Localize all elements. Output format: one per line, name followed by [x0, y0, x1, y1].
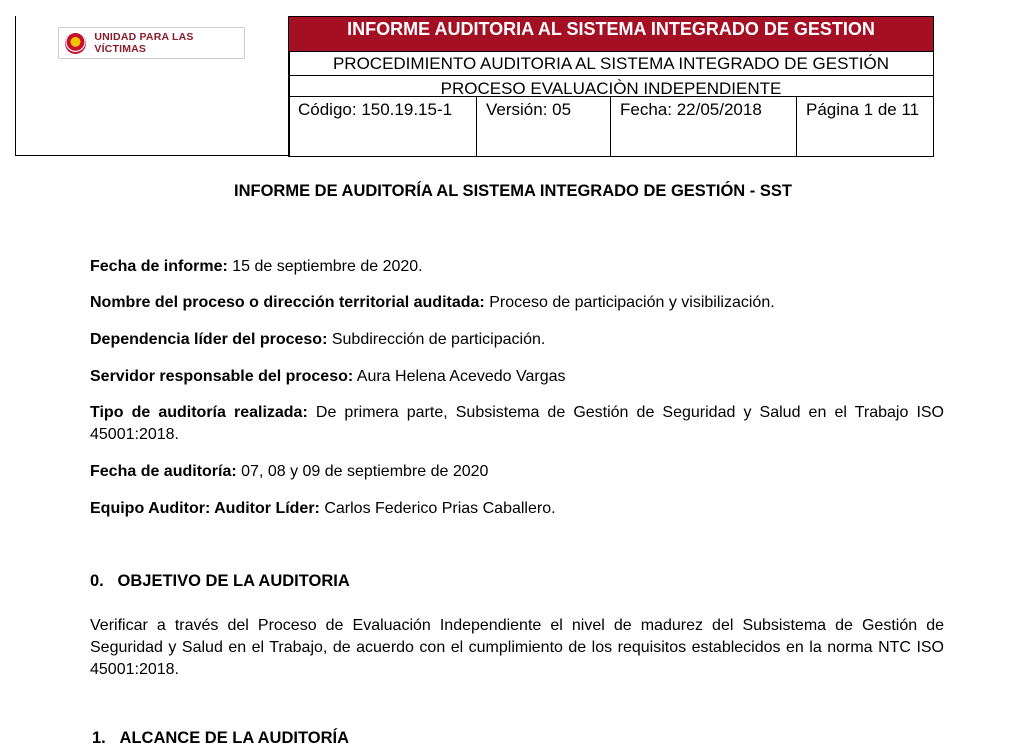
field-value: De primera parte, Subsistema de Gestión de Seguridad y Salud en el Trabajo ISO 45001:2018.: [90, 404, 945, 443]
document-header: [15, 16, 935, 157]
unidad-victimas-logo: [58, 27, 245, 59]
section-number: 0.: [90, 572, 104, 590]
field-label: Equipo Auditor: Auditor Líder:: [90, 500, 320, 517]
section-text-objetivo: Verificar a través del Proceso de Evaluación Independiente el nivel de madurez del Subsistema de Gestión de Seguridad y Salud en el Trabajo, de acuerdo con el cumplimiento de los requisitos establecidos en la norma NTC ISO 45001:2018.: [90, 617, 944, 678]
field-proceso-auditado: [90, 292, 944, 314]
field-fecha-informe: [90, 256, 944, 278]
field-tipo-auditoria: [90, 402, 944, 446]
document-title: INFORME DE AUDITORÍA AL SISTEMA INTEGRADO DE GESTIÓN - SST: [234, 182, 792, 200]
section-heading-objetivo: [90, 572, 350, 591]
field-servidor: [90, 366, 944, 388]
header-title: INFORME AUDITORIA AL SISTEMA INTEGRADO DE GESTION: [288, 16, 934, 52]
field-value: Proceso de participación y visibilización.: [484, 294, 775, 311]
field-value: Aura Helena Acevedo Vargas: [353, 368, 566, 385]
header-code: Código: 150.19.15-1: [298, 100, 453, 119]
header-process: PROCESO EVALUACIÒN INDEPENDIENTE: [288, 76, 934, 96]
field-value: 07, 08 y 09 de septiembre de 2020: [236, 463, 489, 480]
field-label: Servidor responsable del proceso:: [90, 368, 354, 385]
field-value: 15 de septiembre de 2020.: [227, 258, 423, 275]
field-label: Dependencia líder del proceso:: [90, 331, 328, 348]
logo-cell: [15, 16, 290, 156]
header-page: Página 1 de 11: [796, 97, 933, 156]
header-meta-row: [288, 96, 934, 157]
header-date: Fecha: 22/05/2018: [610, 97, 796, 156]
field-label: Tipo de auditoría realizada:: [90, 404, 308, 421]
field-dependencia: [90, 329, 944, 351]
section-title: OBJETIVO DE LA AUDITORIA: [117, 572, 350, 590]
field-value: Subdirección de participación.: [327, 331, 546, 348]
field-label: Fecha de auditoría:: [90, 463, 237, 480]
field-value: Carlos Federico Prias Caballero.: [319, 500, 556, 517]
logo-text: UNIDAD PARA LAS VÍCTIMAS: [94, 31, 194, 55]
field-equipo-auditor: [90, 498, 944, 520]
section-number: 1.: [92, 729, 106, 747]
section-heading-alcance: [92, 729, 349, 748]
field-label: Fecha de informe:: [90, 258, 228, 275]
field-label: Nombre del proceso o dirección territorial auditada:: [90, 294, 485, 311]
section-title: ALCANCE DE LA AUDITORÍA: [119, 729, 350, 747]
colombia-seal-icon: [65, 32, 86, 54]
field-fecha-auditoria: [90, 461, 944, 483]
header-procedure: PROCEDIMIENTO AUDITORIA AL SISTEMA INTEGRADO DE GESTIÓN: [288, 52, 934, 76]
header-version: Versión: 05: [476, 97, 610, 156]
